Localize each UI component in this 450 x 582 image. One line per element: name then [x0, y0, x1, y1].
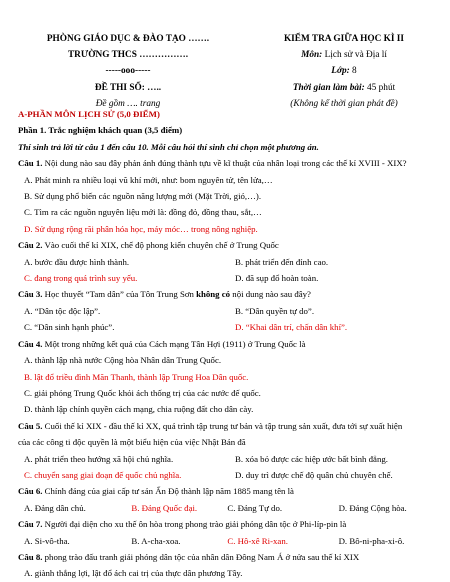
department-name: PHÒNG GIÁO DỤC & ĐÀO TẠO …….	[46, 34, 210, 44]
question-3-option-c: C. “Dân sinh hạnh phúc”.	[24, 322, 115, 333]
question-4-option-a: A. thành lập nhà nước Cộng hòa Nhân dân Trung Quốc.	[24, 355, 222, 366]
question-2-option-d: D. đã sụp đổ hoàn toàn.	[235, 273, 319, 284]
question-2: Câu 2. Vào cuối thế kỉ XIX, chế độ phong kiến chuyên chế ở Trung Quốc	[18, 240, 279, 251]
header-left	[22, 31, 234, 112]
subject-line: Môn: Lịch sử và Địa lí	[301, 50, 387, 61]
question-2-options-row-1	[18, 254, 440, 270]
question-7-options	[18, 533, 440, 549]
question-2-options-row-2	[18, 270, 440, 286]
question-4: Câu 4. Một trong những kết quả của Cách mạng Tân Hợi (1911) ở Trung Quốc là	[18, 338, 306, 349]
question-2-option-c: C. đang trong quá trình suy yếu.	[24, 273, 138, 284]
exam-title: KIỂM TRA GIỮA HỌC KÌ II	[283, 34, 405, 44]
question-5-options-row-1	[18, 451, 440, 467]
question-1-option-b: B. Sử dụng phổ biến các nguồn năng lượng mới (Mặt Trời, gió,…).	[24, 191, 262, 202]
question-5-option-c: C. chuyển sang giai đoạn đế quốc chủ nghĩa.	[24, 469, 182, 480]
question-1-option-d: D. Sử dụng rộng rãi phân hóa học, máy móc… trong nông nghiệp.	[24, 223, 258, 234]
question-2-option-b: B. phát triển đến đỉnh cao.	[235, 256, 329, 267]
question-7-option-b: B. A-cha-xoa.	[131, 535, 181, 546]
question-6-option-a: A. Đảng dân chủ.	[24, 502, 86, 513]
question-4-option-d: D. thành lập chính quyền cách mạng, chia ruộng đất cho dân cày.	[24, 404, 254, 415]
question-3-options-row-2	[18, 319, 440, 335]
question-2-option-a: A. bước đầu được hình thành.	[24, 256, 130, 267]
question-5-continued: của các công ti độc quyền là một biểu hiện của việc Nhật Bản đã	[18, 437, 246, 448]
instruction: Thí sinh trả lời từ câu 1 đến câu 10. Mỗi câu hỏi thí sinh chỉ chọn một phương án.	[18, 141, 319, 152]
header-right	[248, 31, 440, 112]
school-name: TRƯỜNG THCS …………….	[67, 50, 189, 61]
question-3-option-b: B. “Dân quyền tự do”.	[235, 305, 315, 316]
part-title: Phần 1. Trắc nghiệm khách quan (3,5 điểm)	[18, 125, 183, 136]
question-5-option-a: A. phát triển theo hướng xã hội chủ nghĩa.	[24, 453, 174, 464]
question-6-option-d: D. Đảng Cộng hòa.	[338, 502, 407, 513]
question-8: Câu 8. phong trào đấu tranh giải phóng dân tộc của nhân dân Đông Nam Á ở nửa sau thế kỉ XIX	[18, 551, 360, 562]
question-6: Câu 6. Chính đảng của giai cấp tư sản Ấn Độ thành lập năm 1885 mang tên là	[18, 486, 294, 497]
question-7-option-a: A. Si-vô-tha.	[24, 535, 70, 546]
question-5-option-b: B. xóa bỏ được các hiệp ước bất bình đẳng.	[235, 453, 388, 464]
grade-line: Lớp: 8	[331, 66, 357, 77]
exam-body	[18, 106, 440, 582]
question-5-option-d: D. duy trì được chế độ quân chủ chuyên chế.	[235, 469, 393, 480]
question-7-option-d: D. Bô-ni-pha-xi-ô.	[338, 535, 405, 546]
question-5-options-row-2	[18, 467, 440, 483]
question-4-option-c: C. giải phóng Trung Quốc khỏi ách thống trị của các nước đế quốc.	[24, 387, 261, 398]
question-4-option-b: B. lật đổ triều đình Mãn Thanh, thành lập Trung Hoa Dân quốc.	[24, 371, 249, 382]
question-3-option-d: D. “Khai dân trí, chấn dân khí”.	[235, 322, 348, 333]
question-3-option-a: A. “Dân tộc độc lập”.	[24, 305, 101, 316]
question-6-option-b: B. Đảng Quốc đại.	[131, 502, 198, 513]
question-1: Câu 1. Nội dung nào sau đây phản ánh đúng thành tựu về kĩ thuật của nhân loại trong các thế kỉ XVIII - XIX?	[18, 158, 407, 169]
question-1-option-a: A. Phát minh ra nhiều loại vũ khí mới, như: bom nguyên tử, tên lửa,…	[24, 174, 273, 185]
page-count: Đề gồm …. trang	[95, 98, 161, 109]
question-3: Câu 3. Học thuyết “Tam dân” của Tôn Trung Sơn không có nội dung nào sau đây?	[18, 289, 311, 300]
question-3-options-row-1	[18, 303, 440, 319]
question-1-option-c: C. Tìm ra các nguồn nguyên liệu mới là: đồng đỏ, đồng thau, sắt,…	[24, 207, 262, 218]
question-5: Câu 5. Cuối thế kỉ XIX - đầu thế kỉ XX, quá trình tập trung tư bản và tập trung sản xuất, đưa tới sự xuất hiện	[18, 420, 403, 431]
question-7-option-c: C. Hô-xê Ri-xan.	[227, 535, 288, 546]
question-7: Câu 7. Người đại diện cho xu thế ôn hòa trong phong trào giải phóng dân tộc ở Phi-líp-pin là	[18, 519, 347, 530]
exam-code: ĐỀ THI SỐ: …..	[94, 82, 162, 93]
time-line: Thời gian làm bài: 45 phút	[292, 82, 396, 93]
question-8-option-a: A. giành thắng lợi, lật đổ ách cai trị của thực dân phương Tây.	[24, 568, 243, 579]
time-note: (Không kể thời gian phát đề)	[290, 98, 398, 109]
header-divider: -----ooo-----	[105, 66, 151, 77]
question-6-option-c: C. Đảng Tự do.	[227, 502, 283, 513]
section-title: A-PHẦN MÔN LỊCH SỬ (5,0 ĐIỂM)	[18, 109, 160, 119]
question-6-options	[18, 500, 440, 516]
